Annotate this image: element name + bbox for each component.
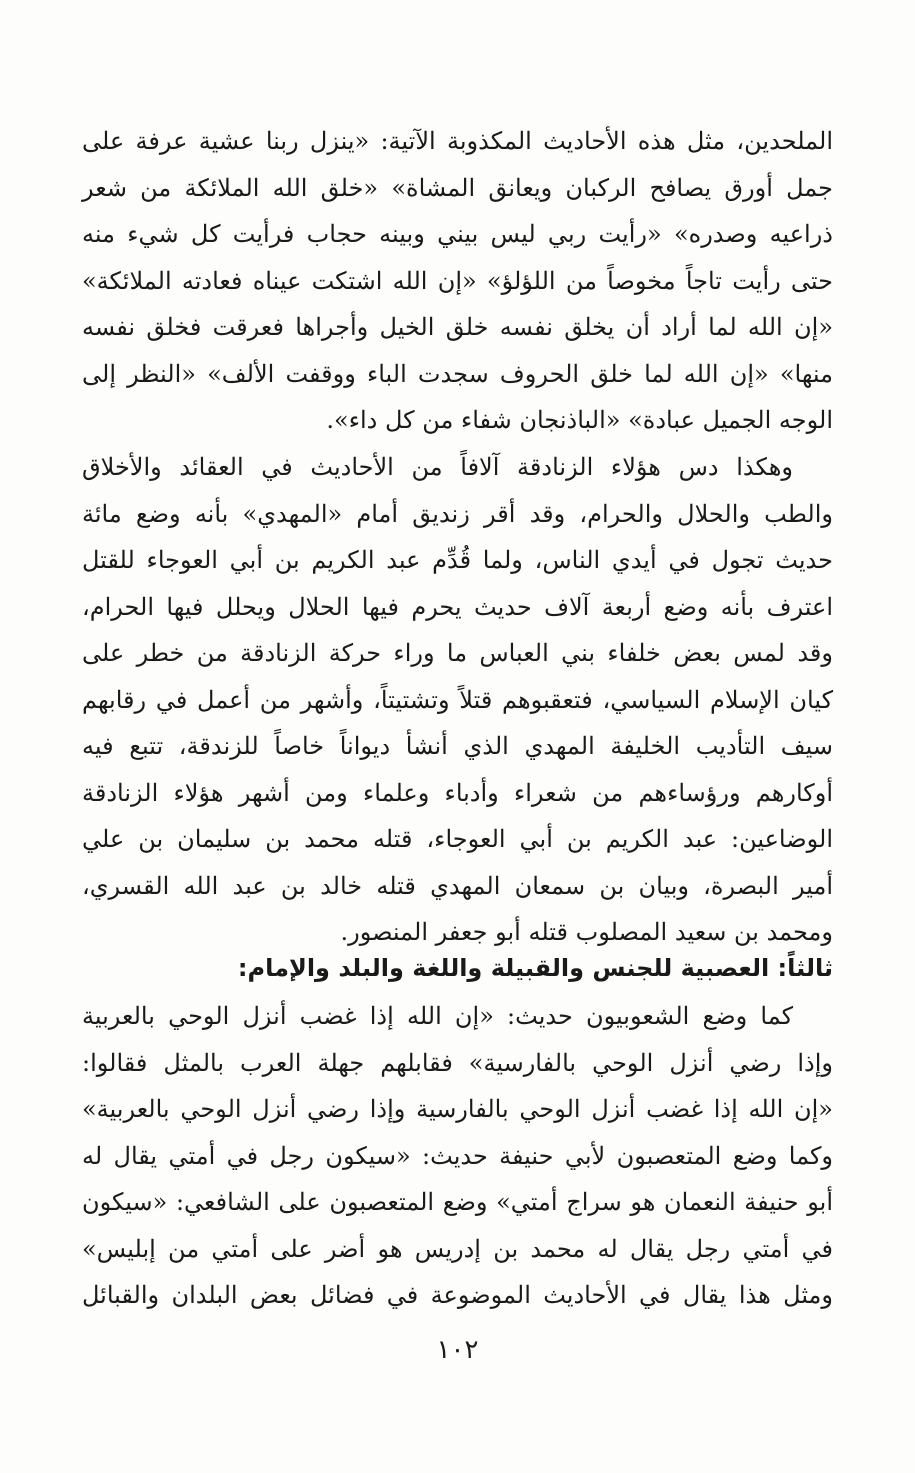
- text-line: كيان الإسلام السياسي، فتعقبوهم قتلاً وتشتيتاً، وأشهر من أعمل في رقابهم: [82, 685, 833, 714]
- paragraph-fabricated-hadiths: [82, 118, 833, 444]
- text-line: «إن الله إذا غضب أنزل الوحي بالفارسية وإذا رضي أنزل الوحي بالعربية»: [82, 1095, 833, 1123]
- text-line: في أمتي رجل يقال له محمد بن إدريس هو أضر على أمتي من إبليس»: [82, 1234, 833, 1263]
- text-line: وقد لمس بعض خلفاء بني العباس ما وراء حركة الزنادقة من خطر على: [82, 639, 833, 667]
- text-line: كما وضع الشعوبيون حديث: «إن الله إذا غضب أنزل الوحي بالعربية: [82, 1002, 793, 1030]
- text-line: وهكذا دس هؤلاء الزنادقة آلافاً من الأحاديث في العقائد والأخلاق: [82, 453, 793, 481]
- paragraph-partisanship: [82, 993, 833, 1319]
- paragraph-zanadiqa: [82, 444, 833, 956]
- text-line: أبو حنيفة النعمان هو سراج أمتي» وضع المتعصبون على الشافعي: «سيكون: [82, 1188, 833, 1216]
- text-line: اعترف بأنه وضع أربعة آلاف حديث يحرم فيها الحلال ويحلل فيها الحرام،: [82, 592, 833, 621]
- text-line: والطب والحلال والحرام، وقد أقر زنديق أمام «المهدي» بأنه وضع مائة: [82, 499, 833, 528]
- text-line: وكما وضع المتعصبون لأبي حنيفة حديث: «سيكون رجل في أمتي يقال له: [82, 1141, 833, 1170]
- text-line: أمير البصرة، وبيان بن سمعان المهدي قتله خالد بن عبد الله القسري،: [82, 871, 833, 900]
- page-number: ١٠٢: [436, 1335, 479, 1365]
- text-line: ذراعيه وصدره» «رأيت ربي ليس بيني وبينه حجاب فرأيت كل شيء منه: [82, 220, 833, 248]
- text-line: منها» «إن الله لما خلق الحروف سجدت الباء ووقفت الألف» «النظر إلى: [82, 359, 833, 388]
- section-heading: ثالثاً: العصبية للجنس والقبيلة واللغة والبلد والإمام:: [237, 954, 833, 982]
- text-line: ومثل هذا يقال في الأحاديث الموضوعة في فضائل بعض البلدان والقبائل: [82, 1281, 833, 1309]
- text-line: حديث تجول في أيدي الناس، ولما قُدِّم عبد الكريم بن أبي العوجاء للقتل: [82, 546, 833, 574]
- text-line: الوجه الجميل عبادة» «الباذنجان شفاء من كل داء».: [326, 406, 833, 434]
- text-line: «إن الله لما أراد أن يخلق نفسه خلق الخيل وأجراها فعرقت فخلق نفسه: [82, 313, 833, 341]
- text-line: أوكارهم ورؤساءهم من شعراء وأدباء وعلماء ومن أشهر هؤلاء الزنادقة: [82, 778, 833, 807]
- text-line: سيف التأديب الخليفة المهدي الذي أنشأ ديواناً خاصاً للزندقة، تتبع فيه: [82, 732, 833, 760]
- text-line: وإذا رضي أنزل الوحي بالفارسية» فقابلهم جهلة العرب بالمثل فقالوا:: [82, 1048, 834, 1077]
- text-line: حتى رأيت تاجاً مخوصاً من اللؤلؤ» «إن الله اشتكت عيناه فعادته الملائكة»: [82, 266, 833, 295]
- text-line: جمل أورق يصافح الركبان ويعانق المشاة» «خلق الله الملائكة من شعر: [82, 173, 833, 202]
- text-line: الوضاعين: عبد الكريم بن أبي العوجاء، قتله محمد بن سليمان بن علي: [82, 825, 833, 853]
- text-line: ومحمد بن سعيد المصلوب قتله أبو جعفر المنصور.: [340, 918, 833, 946]
- text-line: الملحدين، مثل هذه الأحاديث المكذوبة الآتية: «ينزل ربنا عشية عرفة على: [82, 127, 833, 155]
